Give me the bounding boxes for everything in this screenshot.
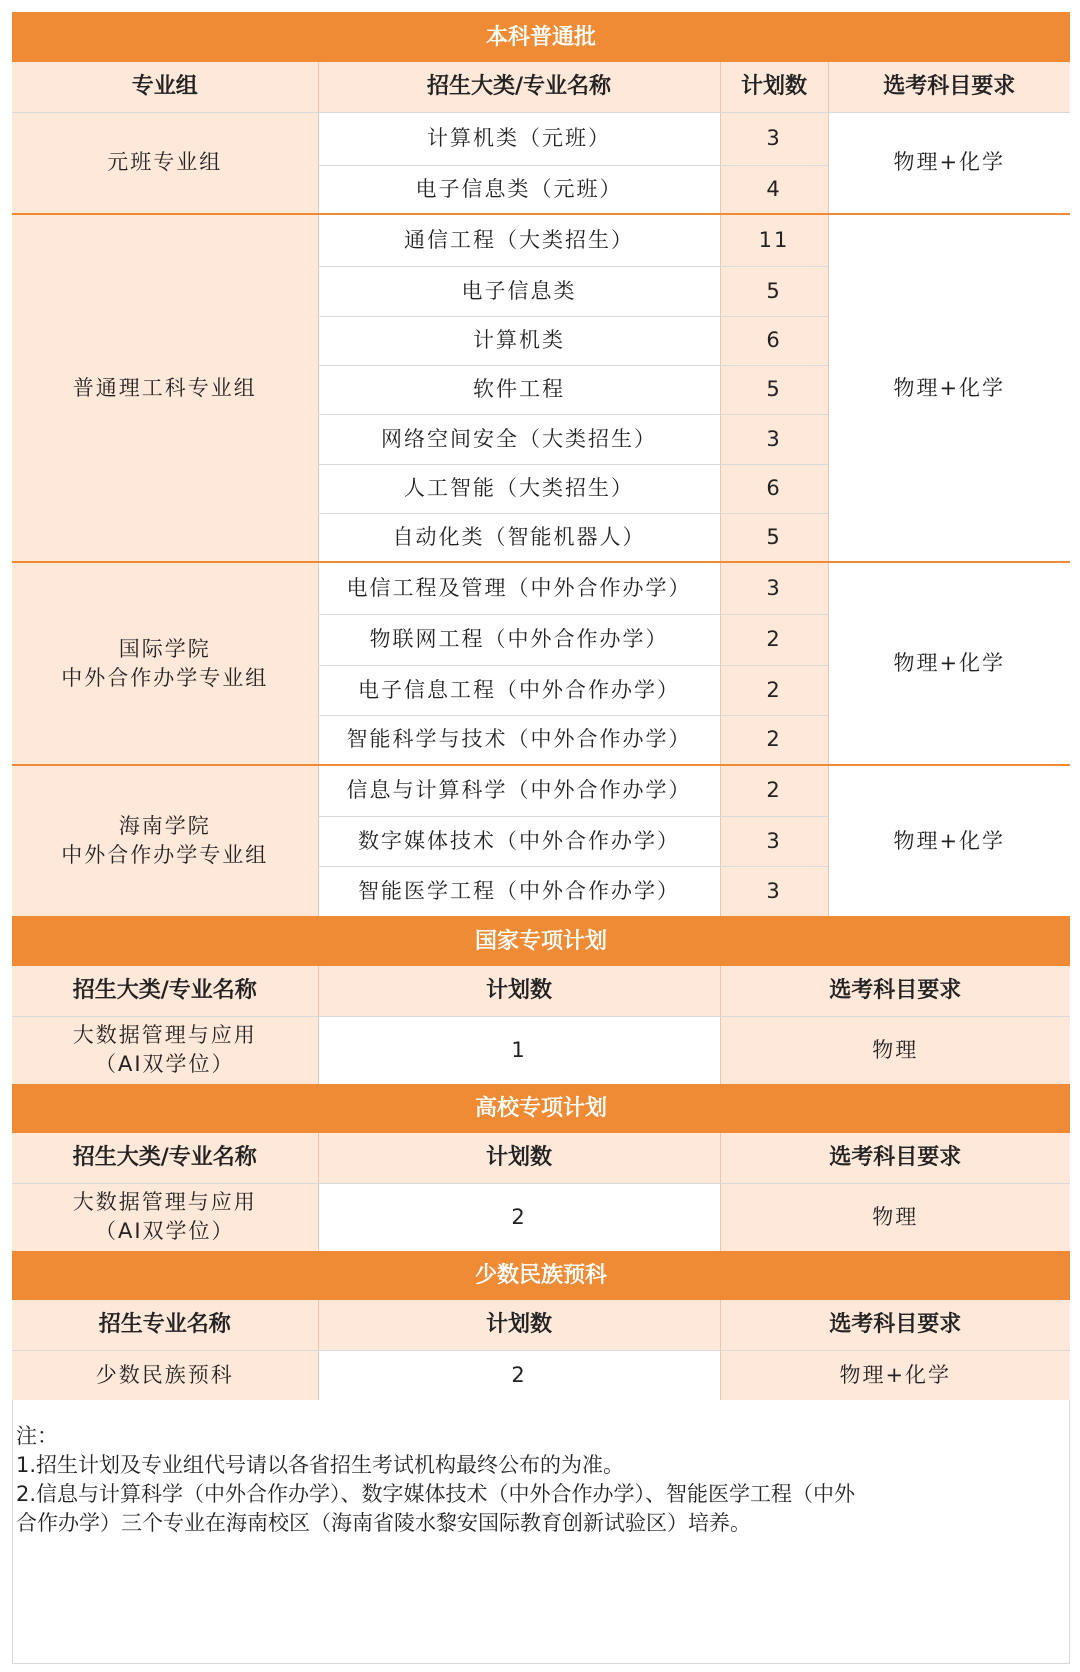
major-cell: 计算机类 [318,316,720,365]
group-name-line1: 海南学院 [118,814,211,838]
table-row [12,214,1070,266]
note-2a: 2.信息与计算科学（中外合作办学）、数字媒体技术（中外合作办学）、智能医学工程（中外 [16,1482,856,1506]
plan-cell: 4 [720,165,828,214]
plan-cell: 2 [318,1350,720,1400]
plan-cell: 1 [318,1016,720,1084]
plan-cell: 3 [720,414,828,464]
notes [16,1422,1066,1538]
major-cell [12,1016,318,1084]
plan-cell: 3 [720,112,828,165]
table-minority-prep [12,1251,1070,1400]
table-row [12,112,1070,165]
note-1: 1.招生计划及专业组代号请以各省招生考试机构最终公布的为准。 [16,1453,625,1477]
table-row [12,562,1070,614]
subject-cell: 物理 [720,1183,1070,1251]
major-cell [12,1183,318,1251]
plan-cell: 2 [318,1183,720,1251]
major-cell: 电信工程及管理（中外合作办学） [318,562,720,614]
major-line1: 大数据管理与应用 [72,1190,257,1215]
table-row [12,1016,1070,1084]
table-national-special [12,916,1070,1084]
group-hainan-college [12,765,318,916]
header-plan: 计划数 [318,1133,720,1183]
header-plan: 计划数 [318,1300,720,1350]
header-major: 招生大类/专业名称 [12,966,318,1016]
subject-cell: 物理+化学 [828,562,1070,765]
table-row [12,1183,1070,1251]
header-major: 招生专业名称 [12,1300,318,1350]
header-plan: 计划数 [318,966,720,1016]
major-line2: （AI双学位） [94,1219,235,1244]
major-cell: 电子信息工程（中外合作办学） [318,665,720,715]
group-name-line2: 中外合作办学专业组 [61,665,269,690]
plan-cell: 5 [720,266,828,316]
major-cell: 自动化类（智能机器人） [318,513,720,562]
plan-cell: 11 [720,214,828,266]
major-cell: 人工智能（大类招生） [318,464,720,513]
subject-cell: 物理+化学 [720,1350,1070,1400]
major-line2: （AI双学位） [94,1052,235,1077]
section-title-minority: 少数民族预科 [12,1251,1070,1300]
plan-cell: 2 [720,614,828,665]
major-cell: 网络空间安全（大类招生） [318,414,720,464]
major-cell: 软件工程 [318,365,720,414]
group-international-college [12,562,318,765]
plan-cell: 5 [720,365,828,414]
plan-cell: 2 [720,765,828,816]
major-cell: 计算机类（元班） [318,112,720,165]
plan-cell: 2 [720,715,828,765]
subject-cell: 物理+化学 [828,112,1070,214]
section-title-national: 国家专项计划 [12,916,1070,966]
header-subject: 选考科目要求 [720,1133,1070,1183]
table-college-special [12,1084,1070,1251]
group-name-line2: 中外合作办学专业组 [61,843,269,867]
major-cell: 物联网工程（中外合作办学） [318,614,720,665]
plan-cell: 3 [720,816,828,866]
major-cell: 电子信息类 [318,266,720,316]
plan-cell: 5 [720,513,828,562]
major-cell: 数字媒体技术（中外合作办学） [318,816,720,866]
subject-cell: 物理 [720,1016,1070,1084]
group-yuanban: 元班专业组 [12,112,318,214]
major-line1: 大数据管理与应用 [72,1023,257,1048]
header-subject: 选考科目要求 [720,1300,1070,1350]
group-name-line1: 国际学院 [118,636,211,661]
section-title-undergrad: 本科普通批 [12,12,1070,62]
table-row [12,765,1070,816]
header-major: 招生大类/专业名称 [318,62,720,112]
header-subject: 选考科目要求 [828,62,1070,112]
header-plan: 计划数 [720,62,828,112]
major-cell: 信息与计算科学（中外合作办学） [318,765,720,816]
plan-cell: 3 [720,866,828,916]
table-undergrad-general [12,12,1070,916]
plan-cell: 6 [720,464,828,513]
header-subject: 选考科目要求 [720,966,1070,1016]
table-row [12,1350,1070,1400]
plan-cell: 2 [720,665,828,715]
plan-cell: 3 [720,562,828,614]
major-cell: 智能医学工程（中外合作办学） [318,866,720,916]
group-general-engineering: 普通理工科专业组 [12,214,318,562]
major-cell: 少数民族预科 [12,1350,318,1400]
section-title-college: 高校专项计划 [12,1084,1070,1133]
major-cell: 电子信息类（元班） [318,165,720,214]
header-group: 专业组 [12,62,318,112]
header-major: 招生大类/专业名称 [12,1133,318,1183]
note-2b: 合作办学）三个专业在海南校区（海南省陵水黎安国际教育创新试验区）培养。 [16,1511,751,1535]
subject-cell: 物理+化学 [828,765,1070,916]
subject-cell: 物理+化学 [828,214,1070,562]
major-cell: 智能科学与技术（中外合作办学） [318,715,720,765]
plan-cell: 6 [720,316,828,365]
notes-label: 注： [16,1424,58,1448]
major-cell: 通信工程（大类招生） [318,214,720,266]
